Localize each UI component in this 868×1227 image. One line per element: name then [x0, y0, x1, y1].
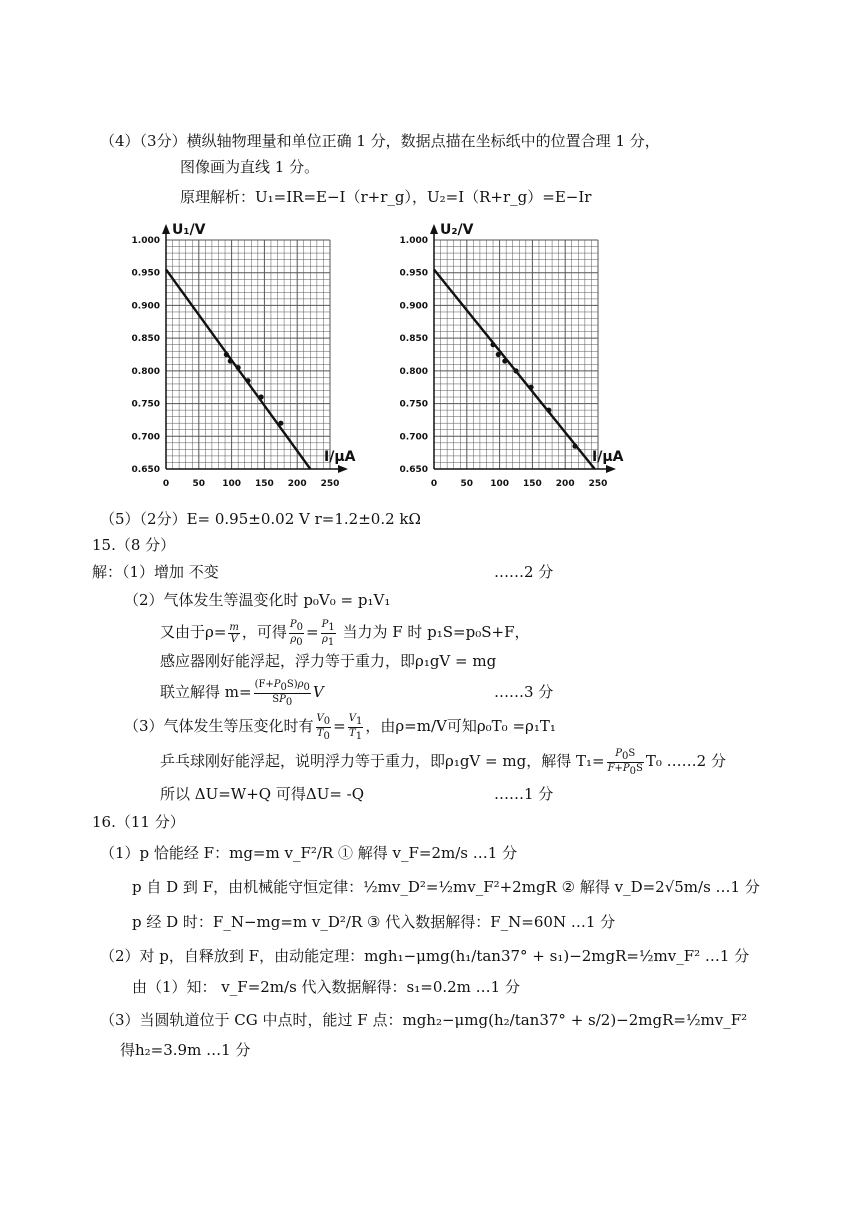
q15-part2-line2-mid: ，可得: [241, 623, 287, 641]
p0-rho0-fraction: $\frac{P_0}{\rho_0}$: [289, 618, 303, 648]
v1-t1-fraction: $\frac{V_1}{T_1}$: [348, 712, 363, 742]
u1-chart: [120, 215, 380, 495]
y-tick-label: 0.750: [131, 399, 160, 410]
q15-part1: 解：（1）增加 不变: [92, 563, 219, 581]
q15-part2-line1: （2）气体发生等温变化时 p₀V₀ = p₁V₁: [124, 591, 391, 609]
y-tick-label: 0.800: [399, 366, 428, 377]
y-tick-label: 0.900: [131, 301, 160, 312]
x-axis-arrow: [606, 465, 616, 473]
q15-part2-line3: 感应器刚好能浮起，浮力等于重力，即ρ₁gV = mg: [160, 652, 497, 670]
x-tick-label: 50: [192, 479, 206, 489]
y-axis-arrow: [430, 224, 438, 234]
q15-part2-line2-post: 当力为 F 时 p₁S=p₀S+F，: [337, 623, 530, 641]
q15-part2-score: ……3 分: [494, 683, 554, 701]
q15-part3-score: ……1 分: [494, 785, 554, 803]
q16-line1: （1）p 恰能经 F：mg=m v_F²/R ① 解得 v_F=2m/s …1 分: [100, 844, 518, 862]
y-axis-label: U₁/V: [172, 222, 206, 238]
data-point: [528, 385, 533, 390]
y-tick-label: 0.950: [399, 268, 428, 279]
x-tick-label: 100: [222, 479, 241, 489]
q16-line7: 得h₂=3.9m …1 分: [120, 1041, 251, 1059]
q15-part3-line2-post: T₀ ……2 分: [645, 752, 726, 770]
q15-part3-line1-post: ，由ρ=m/V可知ρ₀T₀ =ρ₁T₁: [365, 717, 556, 735]
data-point: [259, 394, 264, 399]
q15-header: 15.（8 分）: [92, 536, 176, 554]
y-tick-label: 0.700: [399, 432, 428, 443]
x-axis-label: I/μA: [592, 449, 624, 465]
y-tick-label: 0.800: [131, 366, 160, 377]
x-tick-label: 200: [555, 479, 575, 489]
x-axis-arrow: [338, 465, 348, 473]
data-point: [496, 352, 501, 357]
q16-line6: （3）当圆轨道位于 CG 中点时，能过 F 点：mgh₂−μmg(h₂/tan37° + s/2)−2mgR=½mv_F²: [100, 1011, 748, 1029]
q15-part1-score: ……2 分: [494, 563, 554, 581]
q15-part2-line2: 又由于ρ= $\frac{m}{V}$ ，可得 $\frac{P_0}{\rho_0}$ = $\frac{P_1}{\rho_1}$ 当力为 F 时 p₁S=p₀S+F，: [160, 618, 530, 648]
q15-part3-line3: 所以 ΔU=W+Q 可得ΔU= -Q: [160, 785, 365, 803]
rho-fraction: $\frac{m}{V}$: [229, 621, 239, 645]
y-tick-label: 0.850: [399, 334, 428, 345]
y-tick-label: 0.700: [131, 432, 160, 443]
data-point: [546, 408, 551, 413]
q15-part2-line4: [160, 678, 324, 706]
q15-part3-line2: [160, 747, 726, 775]
y-tick-label: 0.750: [399, 399, 428, 410]
data-point: [572, 444, 577, 449]
q16-line2: p 自 D 到 F，由机械能守恒定律：½mv_D²=½mv_F²+2mgR ② 解得 v_D=2√5m/s …1 分: [132, 878, 760, 896]
x-tick-label: 50: [460, 479, 474, 489]
y-axis-arrow: [162, 224, 170, 234]
data-point: [236, 365, 241, 370]
x-tick-label: 0: [430, 479, 438, 489]
y-tick-label: 0.850: [131, 334, 160, 345]
x-tick-label: 250: [320, 479, 340, 489]
q16-line4: （2）对 p，自释放到 F，由动能定理：mgh₁−μmg(h₁/tan37° + s₁)−2mgR=½mv_F² …1 分: [100, 947, 750, 965]
data-point: [228, 358, 233, 363]
v0-t0-fraction: $\frac{V_0}{T_0}$: [316, 712, 331, 742]
t1-fraction: $\frac{P_0S}{F+P_0S}$: [607, 747, 643, 777]
x-tick-label: 100: [490, 479, 509, 489]
x-tick-label: 200: [287, 479, 307, 489]
u2-chart: [388, 215, 648, 495]
x-tick-label: 150: [255, 479, 274, 489]
section4-line1: （4）（3分）横纵轴物理量和单位正确 1 分，数据点描在坐标纸中的位置合理 1 分，: [100, 132, 660, 150]
data-point: [245, 378, 250, 383]
p1-rho1-fraction: $\frac{P_1}{\rho_1}$: [321, 618, 335, 648]
q15-part3-line1-pre: （3）气体发生等压变化时有: [124, 717, 314, 735]
section4-line2: 图像画为直线 1 分。: [180, 158, 320, 176]
y-tick-label: 0.900: [399, 301, 428, 312]
x-tick-label: 150: [523, 479, 542, 489]
q16-header: 16.（11 分）: [92, 813, 185, 831]
y-tick-label: 0.650: [131, 465, 160, 475]
x-tick-label: 0: [162, 479, 170, 489]
q15-part2-line4-pre: 联立解得 m=: [160, 683, 252, 701]
y-tick-label: 0.950: [131, 268, 160, 279]
q15-part3-line1: （3）气体发生等压变化时有 $\frac{V_0}{T_0}$ = $\frac{V_1}{T_1}$ ，由ρ=m/V可知ρ₀T₀ =ρ₁T₁: [124, 712, 556, 742]
x-axis-label: I/μA: [324, 449, 356, 465]
q16-line3: p 经 D 时：F_N−mg=m v_D²/R ③ 代入数据解得：F_N=60N …1 分: [132, 913, 616, 931]
y-tick-label: 1.000: [399, 236, 428, 246]
q15-part3-line2-pre: 乒乓球刚好能浮起，说明浮力等于重力，即ρ₁gV = mg，解得 T₁=: [160, 752, 605, 770]
x-tick-label: 250: [588, 479, 608, 489]
section4-line3: 原理解析：U₁=IR=E−I（r+r_g），U₂=I（R+r_g）=E−Ir: [180, 188, 592, 206]
data-point: [278, 421, 283, 426]
q15-part2-line2-pre: 又由于ρ=: [160, 623, 227, 641]
data-point: [513, 368, 518, 373]
y-axis-label: U₂/V: [440, 222, 474, 238]
data-point: [502, 358, 507, 363]
data-point: [490, 342, 495, 347]
mass-fraction: $\frac{(F+P_0S)\rho_0}{SP_0}$: [254, 678, 310, 708]
data-point: [224, 352, 229, 357]
section5-text: （5）（2分）E= 0.95±0.02 V r=1.2±0.2 kΩ: [100, 510, 421, 528]
y-tick-label: 0.650: [399, 465, 428, 475]
q16-line5: 由（1）知： v_F=2m/s 代入数据解得：s₁=0.2m …1 分: [132, 978, 520, 996]
q15-part2-line4-post: V: [312, 683, 324, 701]
y-tick-label: 1.000: [131, 236, 160, 246]
